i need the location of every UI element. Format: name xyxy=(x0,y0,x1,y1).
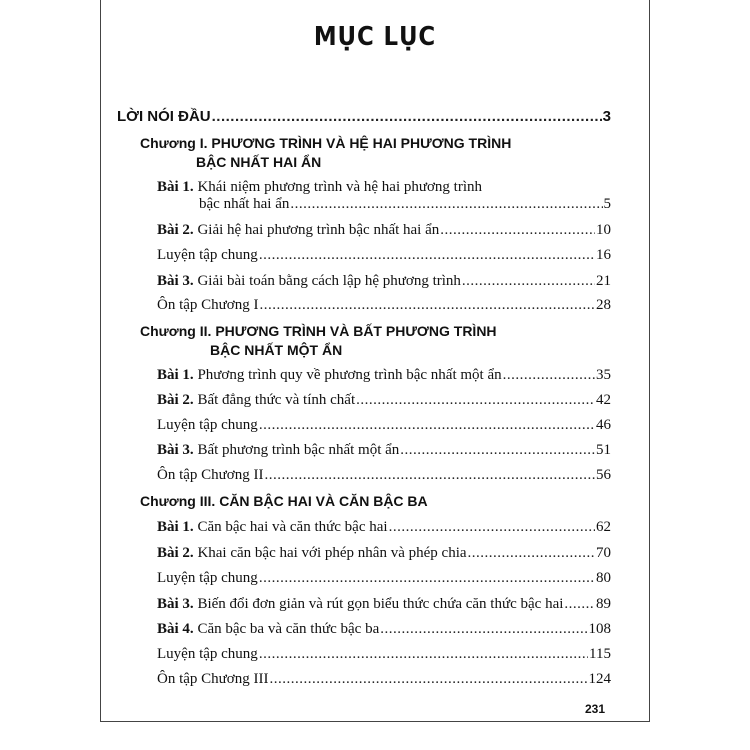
chapter-prefix: Chương II. xyxy=(140,323,212,339)
toc-entry[interactable] xyxy=(157,645,611,663)
toc-entry[interactable] xyxy=(157,366,611,384)
lesson-title: Ôn tập Chương III xyxy=(157,671,269,687)
toc-entry[interactable] xyxy=(157,466,611,484)
lesson-title: Bất phương trình bậc nhất một ẩn xyxy=(197,442,400,458)
chapter-prefix: Chương III. xyxy=(140,493,216,509)
lesson-number: Bài 3. xyxy=(157,596,194,612)
lesson-number: Bài 3. xyxy=(157,442,194,458)
toc-entry-page: 21 xyxy=(596,273,611,289)
dot-leader xyxy=(356,391,595,409)
dot-leader xyxy=(462,272,595,290)
lesson-number: Bài 2. xyxy=(157,545,194,561)
toc-entry-label: LỜI NÓI ĐẦU xyxy=(117,108,211,125)
dot-leader xyxy=(380,620,587,638)
chapter-title: CĂN BẬC HAI VÀ CĂN BẬC BA xyxy=(219,493,428,509)
toc-entry[interactable] xyxy=(199,195,611,213)
toc-entry-page: 5 xyxy=(603,196,611,212)
lesson-title-cont: bậc nhất hai ẩn xyxy=(199,196,290,212)
lesson-title: Căn bậc ba và căn thức bậc ba xyxy=(197,621,380,637)
lesson-number: Bài 1. xyxy=(157,179,194,195)
toc-entry-page: 35 xyxy=(596,367,611,383)
dot-leader xyxy=(269,670,587,688)
toc-entry[interactable] xyxy=(157,246,611,264)
chapter-title: PHƯƠNG TRÌNH VÀ BẤT PHƯƠNG TRÌNH xyxy=(215,323,497,339)
toc-entry-page: 42 xyxy=(596,392,611,408)
dot-leader xyxy=(259,416,595,434)
toc-entry[interactable] xyxy=(157,272,611,290)
toc-entry-preface[interactable] xyxy=(117,108,611,126)
dot-leader xyxy=(400,441,595,459)
toc-entry[interactable] xyxy=(157,595,611,613)
toc-entry-page: 108 xyxy=(588,621,611,637)
lesson-number: Bài 1. xyxy=(157,367,194,383)
lesson-title: Giải hệ hai phương trình bậc nhất hai ẩn xyxy=(197,222,440,238)
lesson-title: Khái niệm phương trình và hệ hai phương trình xyxy=(197,179,483,195)
chapter-prefix: Chương I. xyxy=(140,135,208,151)
dot-leader xyxy=(389,518,595,536)
lesson-title: Ôn tập Chương II xyxy=(157,467,264,483)
toc-entry[interactable] xyxy=(157,391,611,409)
dot-leader xyxy=(468,544,595,562)
chapter-title-line2: BẬC NHẤT HAI ẨN xyxy=(196,154,322,170)
lesson-title: Ôn tập Chương I xyxy=(157,297,259,313)
chapter-heading xyxy=(140,322,497,340)
dot-leader xyxy=(259,569,595,587)
toc-entry-page: 28 xyxy=(596,297,611,313)
toc-entry[interactable] xyxy=(157,221,611,239)
dot-leader xyxy=(290,195,602,213)
dot-leader xyxy=(259,645,588,663)
lesson-number: Bài 1. xyxy=(157,519,194,535)
toc-entry-page: 51 xyxy=(596,442,611,458)
chapter-heading xyxy=(140,134,511,152)
toc-entry[interactable] xyxy=(157,296,611,314)
lesson-title: Bất đẳng thức và tính chất xyxy=(197,392,356,408)
lesson-title: Luyện tập chung xyxy=(157,417,258,433)
page-title: MỤC LỤC xyxy=(313,22,437,52)
toc-entry-page: 56 xyxy=(596,467,611,483)
toc-entry-page: 16 xyxy=(596,247,611,263)
chapter-title-line2: BẬC NHẤT MỘT ẨN xyxy=(210,342,343,358)
toc-entry-page: 3 xyxy=(602,108,611,125)
lesson-title: Biến đổi đơn giản và rút gọn biểu thức chứa căn thức bậc hai xyxy=(197,596,564,612)
toc-entry-page: 115 xyxy=(589,646,611,662)
toc-entry-page: 10 xyxy=(596,222,611,238)
lesson-number: Bài 4. xyxy=(157,621,194,637)
dot-leader xyxy=(564,595,595,613)
toc-entry[interactable] xyxy=(157,518,611,536)
toc-entry-page: 46 xyxy=(596,417,611,433)
lesson-title: Luyện tập chung xyxy=(157,570,258,586)
toc-entry[interactable] xyxy=(157,620,611,638)
lesson-number: Bài 2. xyxy=(157,222,194,238)
lesson-title: Căn bậc hai và căn thức bậc hai xyxy=(197,519,388,535)
dot-leader xyxy=(259,246,595,264)
toc-entry[interactable] xyxy=(157,544,611,562)
page-number: 231 xyxy=(585,702,606,716)
toc-entry-page: 89 xyxy=(596,596,611,612)
lesson-title: Phương trình quy về phương trình bậc nhất một ẩn xyxy=(197,367,502,383)
chapter-heading xyxy=(140,492,428,510)
toc-entry-page: 80 xyxy=(596,570,611,586)
dot-leader xyxy=(264,466,595,484)
lesson-number: Bài 2. xyxy=(157,392,194,408)
chapter-heading-line2 xyxy=(210,341,342,359)
lesson-title: Khai căn bậc hai với phép nhân và phép chia xyxy=(197,545,467,561)
dot-leader xyxy=(503,366,595,384)
toc-entry[interactable] xyxy=(157,569,611,587)
toc-entry-page: 62 xyxy=(596,519,611,535)
toc-entry-line1[interactable] xyxy=(157,178,482,196)
dot-leader xyxy=(212,108,602,126)
toc-entry[interactable] xyxy=(157,670,611,688)
lesson-title: Luyện tập chung xyxy=(157,247,258,263)
dot-leader xyxy=(259,296,595,314)
toc-entry-page: 70 xyxy=(596,545,611,561)
chapter-heading-line2 xyxy=(196,153,321,171)
toc-entry-page: 124 xyxy=(588,671,611,687)
lesson-title: Giải bài toán bằng cách lập hệ phương trình xyxy=(197,273,461,289)
dot-leader xyxy=(440,221,595,239)
lesson-title: Luyện tập chung xyxy=(157,646,258,662)
toc-entry[interactable] xyxy=(157,416,611,434)
lesson-number: Bài 3. xyxy=(157,273,194,289)
toc-entry[interactable] xyxy=(157,441,611,459)
chapter-title: PHƯƠNG TRÌNH VÀ HỆ HAI PHƯƠNG TRÌNH xyxy=(211,135,512,151)
